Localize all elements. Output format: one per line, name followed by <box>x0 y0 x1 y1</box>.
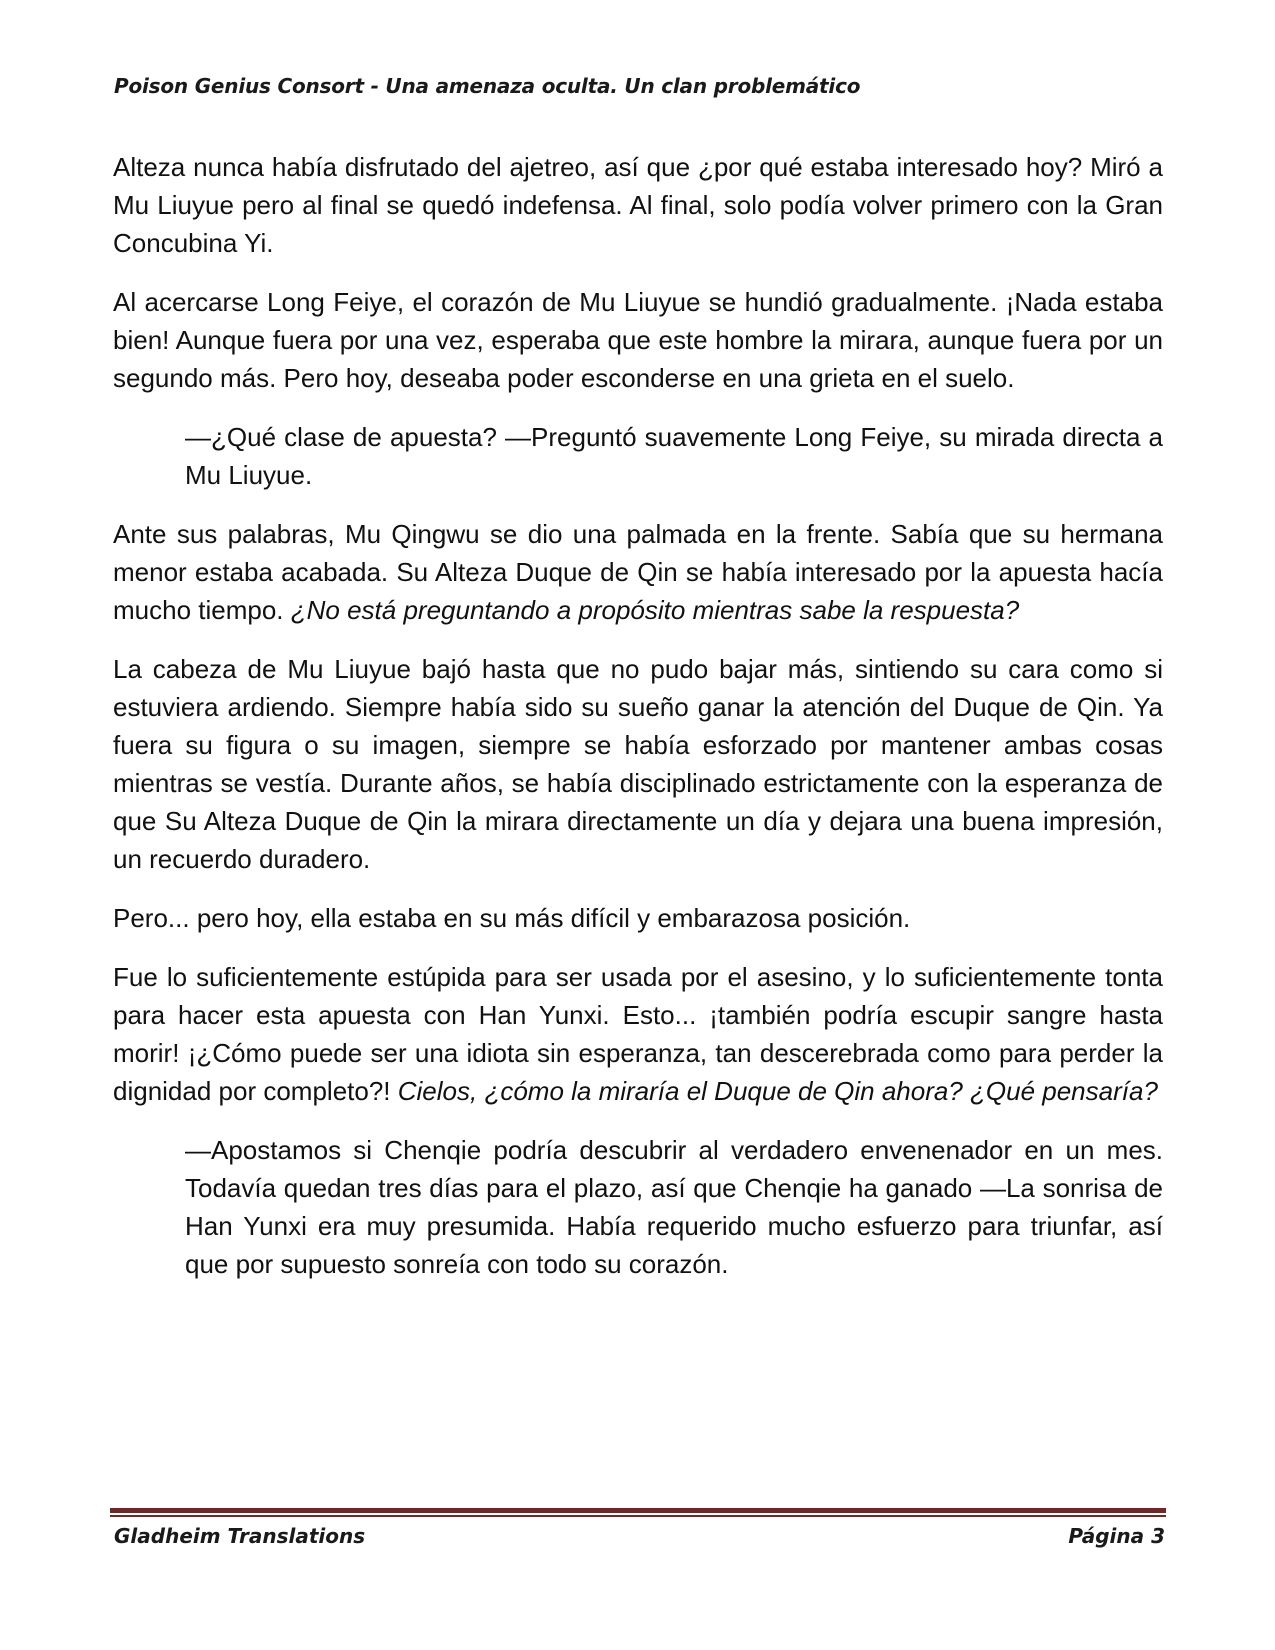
page-header: Poison Genius Consort - Una amenaza oculta. Un clan problemático <box>114 74 861 98</box>
dialog-paragraph-8 <box>185 1131 1163 1283</box>
paragraph-text: —¿Qué clase de apuesta? —Preguntó suavemente Long Feiye, su mirada directa a Mu Liuyue. <box>185 422 1163 490</box>
paragraph-1 <box>113 148 1163 262</box>
paragraph-6 <box>113 899 1163 937</box>
paragraph-7 <box>113 958 1163 1110</box>
paragraph-italic-thought: Cielos, ¿cómo la miraría el Duque de Qin ahora? ¿Qué pensaría? <box>397 1076 1158 1106</box>
paragraph-text: Alteza nunca había disfrutado del ajetreo, así que ¿por qué estaba interesado hoy? Miró a Mu Liuyue pero al final se quedó indefensa. Al final, solo podía volver primero con la Gran Concubina Yi. <box>113 152 1163 258</box>
paragraph-text: —Apostamos si Chenqie podría descubrir al verdadero envenenador en un mes. Todavía quedan tres días para el plazo, así que Chenqie ha ganado —La sonrisa de Han Yunxi era muy presumida. Había requerido mucho esfuerzo para triunfar, así que por supuesto sonreía con todo su corazón. <box>185 1135 1163 1279</box>
footer-publisher: Gladheim Translations <box>114 1524 366 1548</box>
footer-page-number: Página 3 <box>1068 1524 1165 1548</box>
paragraph-2 <box>113 283 1163 397</box>
paragraph-text: La cabeza de Mu Liuyue bajó hasta que no pudo bajar más, sintiendo su cara como si estuviera ardiendo. Siempre había sido su sueño ganar la atención del Duque de Qin. Ya fuera su figura o su imagen, siempre se había esforzado por mantener ambas cosas mientras se vestía. Durante años, se había disciplinado estrictamente con la esperanza de que Su Alteza Duque de Qin la mirara directamente un día y dejara una buena impresión, un recuerdo duradero. <box>113 654 1163 874</box>
paragraph-text: Fue lo suficientemente estúpida para ser usada por el asesino, y lo suficientemente tonta para hacer esta apuesta con Han Yunxi. Esto... ¡también podría escupir sangre hasta morir! ¡¿Cómo puede ser una idiota sin esperanza, tan descerebrada como para perder la dignidad por completo?! <box>113 962 1163 1106</box>
paragraph-text: Ante sus palabras, Mu Qingwu se dio una palmada en la frente. Sabía que su hermana menor estaba acabada. Su Alteza Duque de Qin se había interesado por la apuesta hacía mucho tiempo. <box>113 519 1163 625</box>
paragraph-text: Pero... pero hoy, ella estaba en su más difícil y embarazosa posición. <box>113 903 911 933</box>
dialog-paragraph-3 <box>185 418 1163 494</box>
paragraph-5 <box>113 650 1163 878</box>
paragraph-italic-thought: ¿No está preguntando a propósito mientras sabe la respuesta? <box>290 595 1020 625</box>
paragraph-4 <box>113 515 1163 629</box>
footer-divider-thin <box>110 1515 1166 1517</box>
page-body <box>113 148 1163 1304</box>
footer-divider-thick <box>110 1508 1166 1513</box>
paragraph-text: Al acercarse Long Feiye, el corazón de Mu Liuyue se hundió gradualmente. ¡Nada estaba bien! Aunque fuera por una vez, esperaba que este hombre la mirara, aunque fuera por un segundo más. Pero hoy, deseaba poder esconderse en una grieta en el suelo. <box>113 287 1163 393</box>
